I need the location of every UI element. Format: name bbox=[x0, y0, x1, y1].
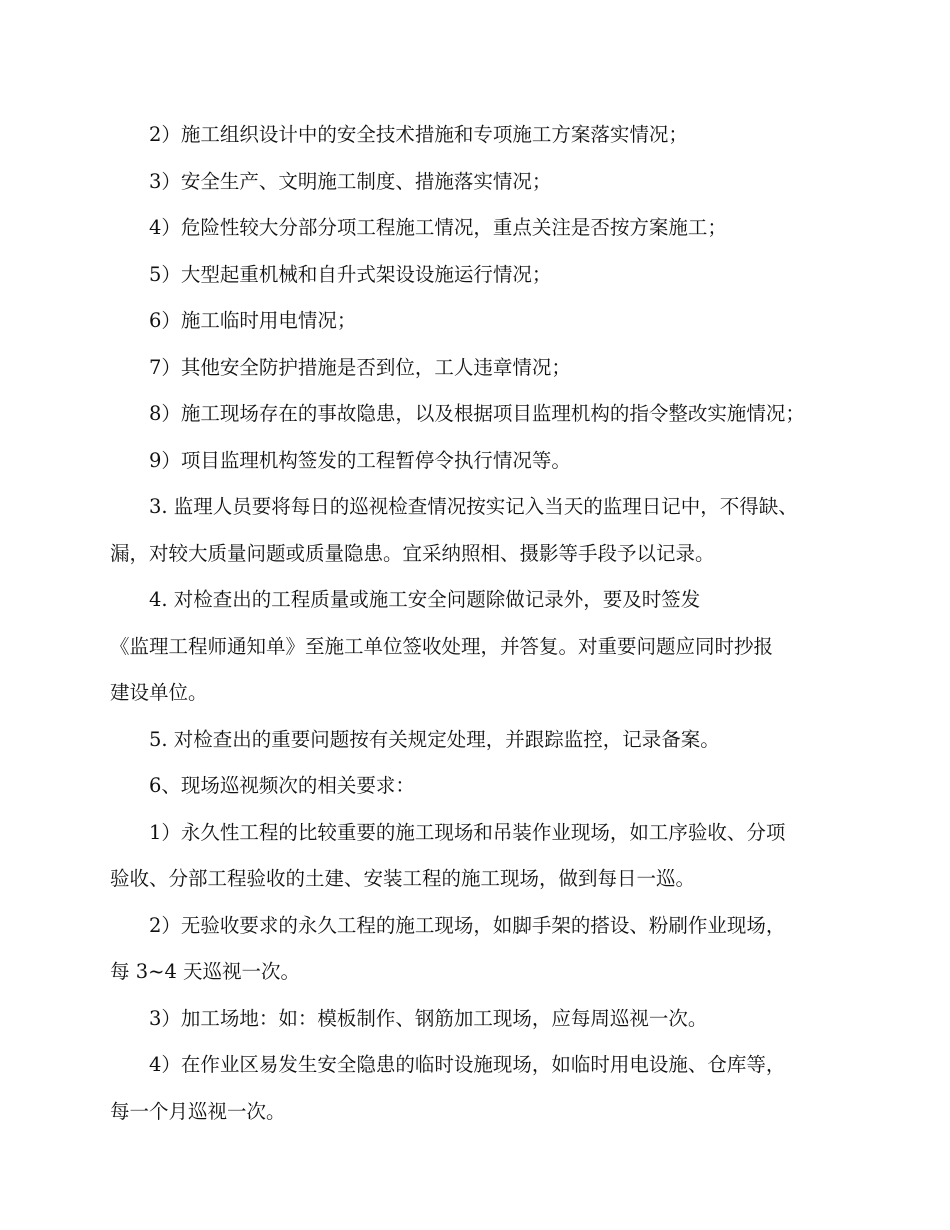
text-line: 5）大型起重机械和自升式架设设施运行情况； bbox=[149, 262, 552, 286]
list-item-7 bbox=[110, 345, 870, 392]
frequency-item-1 bbox=[110, 810, 870, 903]
text-line: 3. 监理人员要将每日的巡视检查情况按实记入当天的监理日记中，不得缺、 bbox=[149, 495, 798, 518]
text-line: 漏，对较大质量问题或质量隐患。宜采纳照相、摄影等手段予以记录。 bbox=[110, 541, 715, 565]
text-line: 4. 对检查出的工程质量或施工安全问题除做记录外，要及时签发 bbox=[149, 588, 701, 611]
text-line: 4）危险性较大分部分项工程施工情况，重点关注是否按方案施工； bbox=[149, 216, 727, 239]
frequency-item-2 bbox=[110, 903, 870, 996]
text-line: 6、现场巡视频次的相关要求： bbox=[149, 774, 415, 797]
text-line: 《监理工程师通知单》至施工单位签收处理，并答复。对重要问题应同时抄报 bbox=[110, 634, 774, 658]
text-line: 6）施工临时用电情况； bbox=[149, 309, 357, 332]
list-item-8 bbox=[110, 391, 870, 438]
text-line: 8）施工现场存在的事故隐患，以及根据项目监理机构的指令整改实施情况； bbox=[149, 402, 805, 425]
document-body bbox=[110, 112, 870, 1135]
section-6-heading bbox=[110, 763, 870, 810]
list-item-9 bbox=[110, 438, 870, 485]
text-line: 建设单位。 bbox=[110, 681, 208, 704]
text-line: 3）安全生产、文明施工制度、措施落实情况； bbox=[149, 169, 552, 193]
text-line: 7）其他安全防护措施是否到位，工人违章情况； bbox=[149, 355, 571, 379]
section-3-paragraph bbox=[110, 484, 870, 577]
text-line: 3）加工场地：如：模板制作、钢筋加工现场，应每周巡视一次。 bbox=[149, 1006, 708, 1030]
text-line: 每 3~4 天巡视一次。 bbox=[110, 960, 301, 983]
list-item-5 bbox=[110, 252, 870, 299]
text-line: 1）永久性工程的比较重要的施工现场和吊装作业现场，如工序验收、分项 bbox=[149, 820, 786, 844]
list-item-3 bbox=[110, 159, 870, 206]
list-item-6 bbox=[110, 298, 870, 345]
text-line: 4）在作业区易发生安全隐患的临时设施现场，如临时用电设施、仓库等， bbox=[149, 1053, 786, 1076]
text-line: 2）施工组织设计中的安全技术措施和专项施工方案落实情况； bbox=[149, 123, 688, 146]
list-item-4 bbox=[110, 205, 870, 252]
text-line: 2）无验收要求的永久工程的施工现场，如脚手架的搭设、粉刷作业现场， bbox=[149, 913, 786, 937]
text-line: 验收、分部工程验收的土建、安装工程的施工现场，做到每日一巡。 bbox=[110, 867, 696, 890]
text-line: 9）项目监理机构签发的工程暂停令执行情况等。 bbox=[149, 448, 571, 472]
section-4-paragraph bbox=[110, 577, 870, 717]
text-line: 5. 对检查出的重要问题按有关规定处理，并跟踪监控，记录备案。 bbox=[149, 727, 720, 751]
frequency-item-4 bbox=[110, 1042, 870, 1135]
text-line: 每一个月巡视一次。 bbox=[110, 1099, 286, 1123]
frequency-item-3 bbox=[110, 996, 870, 1043]
section-5-paragraph bbox=[110, 717, 870, 764]
list-item-2 bbox=[110, 112, 870, 159]
